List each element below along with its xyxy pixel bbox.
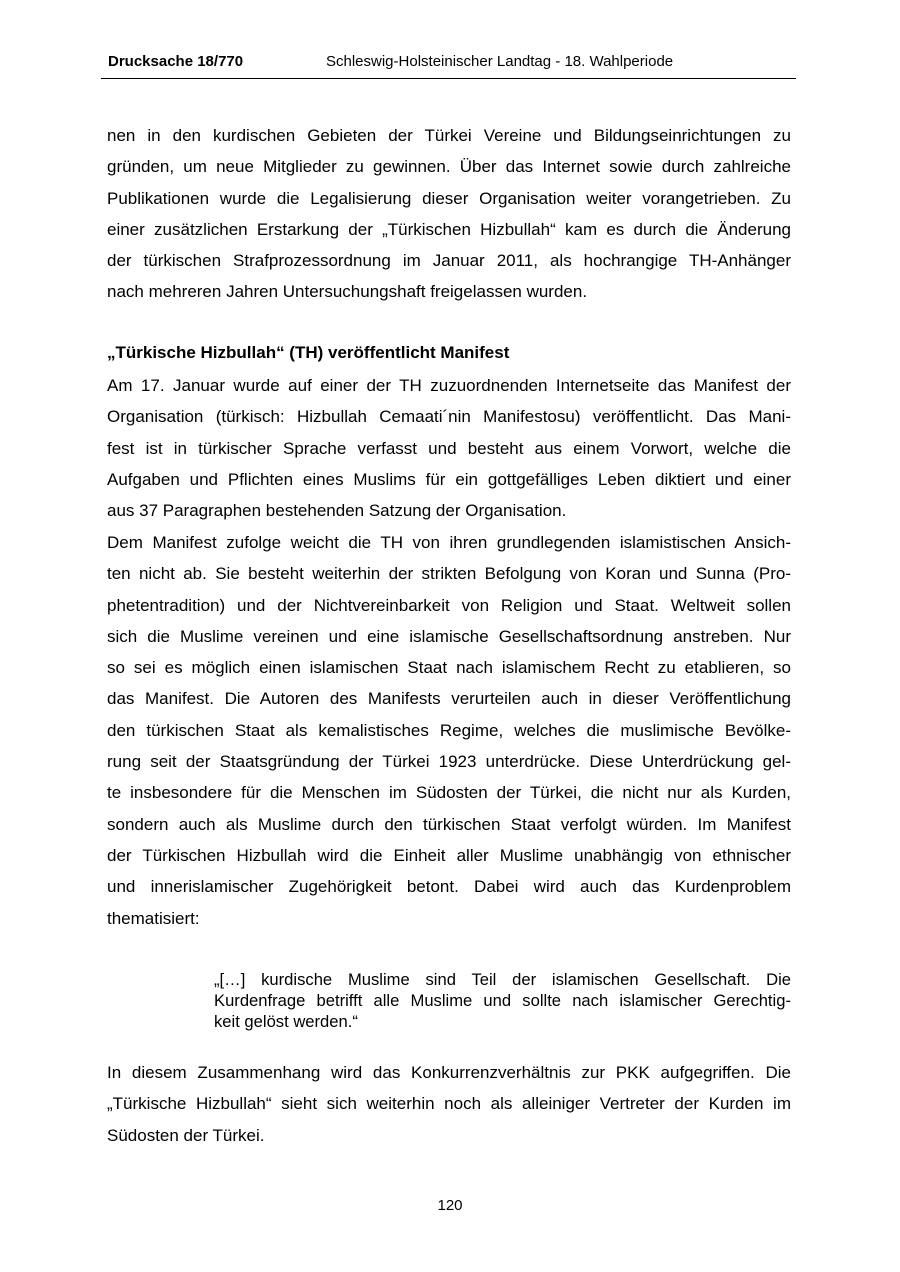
quote-line: „[…] kurdische Muslime sind Teil der islamischen Gesellschaft. Die bbox=[214, 970, 791, 989]
text-line: das Manifest. Die Autoren des Manifests verurteilen auch in dieser Veröffentlichung bbox=[107, 689, 791, 709]
text-line: Südosten der Türkei. bbox=[107, 1125, 265, 1145]
page-number: 120 bbox=[437, 1197, 463, 1214]
text-line: gründen, um neue Mitglieder zu gewinnen. Über das Internet sowie durch zahlreiche bbox=[107, 157, 791, 177]
text-line: Dem Manifest zufolge weicht die TH von ihren grundlegenden islamistischen Ansich- bbox=[107, 533, 791, 552]
text-line: rung seit der Staatsgründung der Türkei 1923 unterdrücke. Diese Unterdrückung gel- bbox=[107, 752, 791, 772]
text-line: Am 17. Januar wurde auf einer der TH zuzuordnenden Internetseite das Manifest der bbox=[107, 376, 791, 395]
text-line: phetentradition) und der Nichtvereinbarkeit von Religion und Staat. Weltweit sollen bbox=[107, 595, 791, 615]
text-line: nen in den kurdischen Gebieten der Türkei Vereine und Bildungseinrichtungen zu bbox=[107, 126, 791, 145]
text-line: Publikationen wurde die Legalisierung dieser Organisation weiter vorangetrieben. Zu bbox=[107, 188, 791, 208]
page-header bbox=[101, 50, 796, 79]
quote-line: keit gelöst werden.“ bbox=[214, 1012, 358, 1031]
text-line: Aufgaben und Pflichten eines Muslims für ein gottgefälliges Leben diktiert und einer bbox=[107, 469, 791, 489]
text-line: In diesem Zusammenhang wird das Konkurrenzverhältnis zur PKK aufgegriffen. Die bbox=[107, 1063, 791, 1082]
paragraph-1 bbox=[107, 120, 791, 308]
text-line: sich die Muslime vereinen und eine islamische Gesellschaftsordnung anstreben. Nur bbox=[107, 626, 791, 646]
section-heading: „Türkische Hizbullah“ (TH) veröffentlicht Manifest bbox=[107, 343, 510, 362]
text-line: den türkischen Staat als kemalistisches Regime, welches die muslimische Bevölke- bbox=[107, 720, 791, 740]
quote-line: Kurdenfrage betrifft alle Muslime und sollte nach islamischer Gerechtig- bbox=[214, 991, 791, 1010]
block-quote bbox=[214, 969, 791, 1032]
text-line: te insbesondere für die Menschen im Südosten der Türkei, die nicht nur als Kurden, bbox=[107, 783, 791, 803]
text-line: „Türkische Hizbullah“ sieht sich weiterhin noch als alleiniger Vertreter der Kurden im bbox=[107, 1094, 791, 1114]
text-line: der türkischen Strafprozessordnung im Januar 2011, als hochrangige TH-Anhänger bbox=[107, 251, 791, 271]
text-line: nach mehreren Jahren Untersuchungshaft freigelassen wurden. bbox=[107, 282, 588, 302]
text-line: Organisation (türkisch: Hizbullah Cemaati´nin Manifestosu) veröffentlicht. Das Mani- bbox=[107, 407, 791, 427]
text-line: ten nicht ab. Sie besteht weiterhin der strikten Befolgung von Koran und Sunna (Pro- bbox=[107, 564, 791, 584]
document-number: Drucksache 18/770 bbox=[108, 53, 244, 70]
text-line: aus 37 Paragraphen bestehenden Satzung der Organisation. bbox=[107, 501, 567, 521]
text-line: der Türkischen Hizbullah wird die Einheit aller Muslime unabhängig von ethnischer bbox=[107, 845, 791, 865]
text-line: thematisiert: bbox=[107, 908, 200, 928]
paragraph-2 bbox=[107, 370, 791, 526]
text-line: sondern auch als Muslime durch den türkischen Staat verfolgt würden. Im Manifest bbox=[107, 814, 791, 834]
text-line: und innerislamischer Zugehörigkeit betont. Dabei wird auch das Kurdenproblem bbox=[107, 877, 791, 897]
paragraph-3 bbox=[107, 527, 791, 934]
text-line: so sei es möglich einen islamischen Staat nach islamischem Recht zu etablieren, so bbox=[107, 658, 791, 678]
text-line: einer zusätzlichen Erstarkung der „Türkischen Hizbullah“ kam es durch die Änderung bbox=[107, 219, 791, 239]
text-line: fest ist in türkischer Sprache verfasst und besteht aus einem Vorwort, welche die bbox=[107, 438, 791, 458]
paragraph-4 bbox=[107, 1057, 791, 1151]
header-title: Schleswig-Holsteinischer Landtag - 18. Wahlperiode bbox=[326, 53, 674, 70]
